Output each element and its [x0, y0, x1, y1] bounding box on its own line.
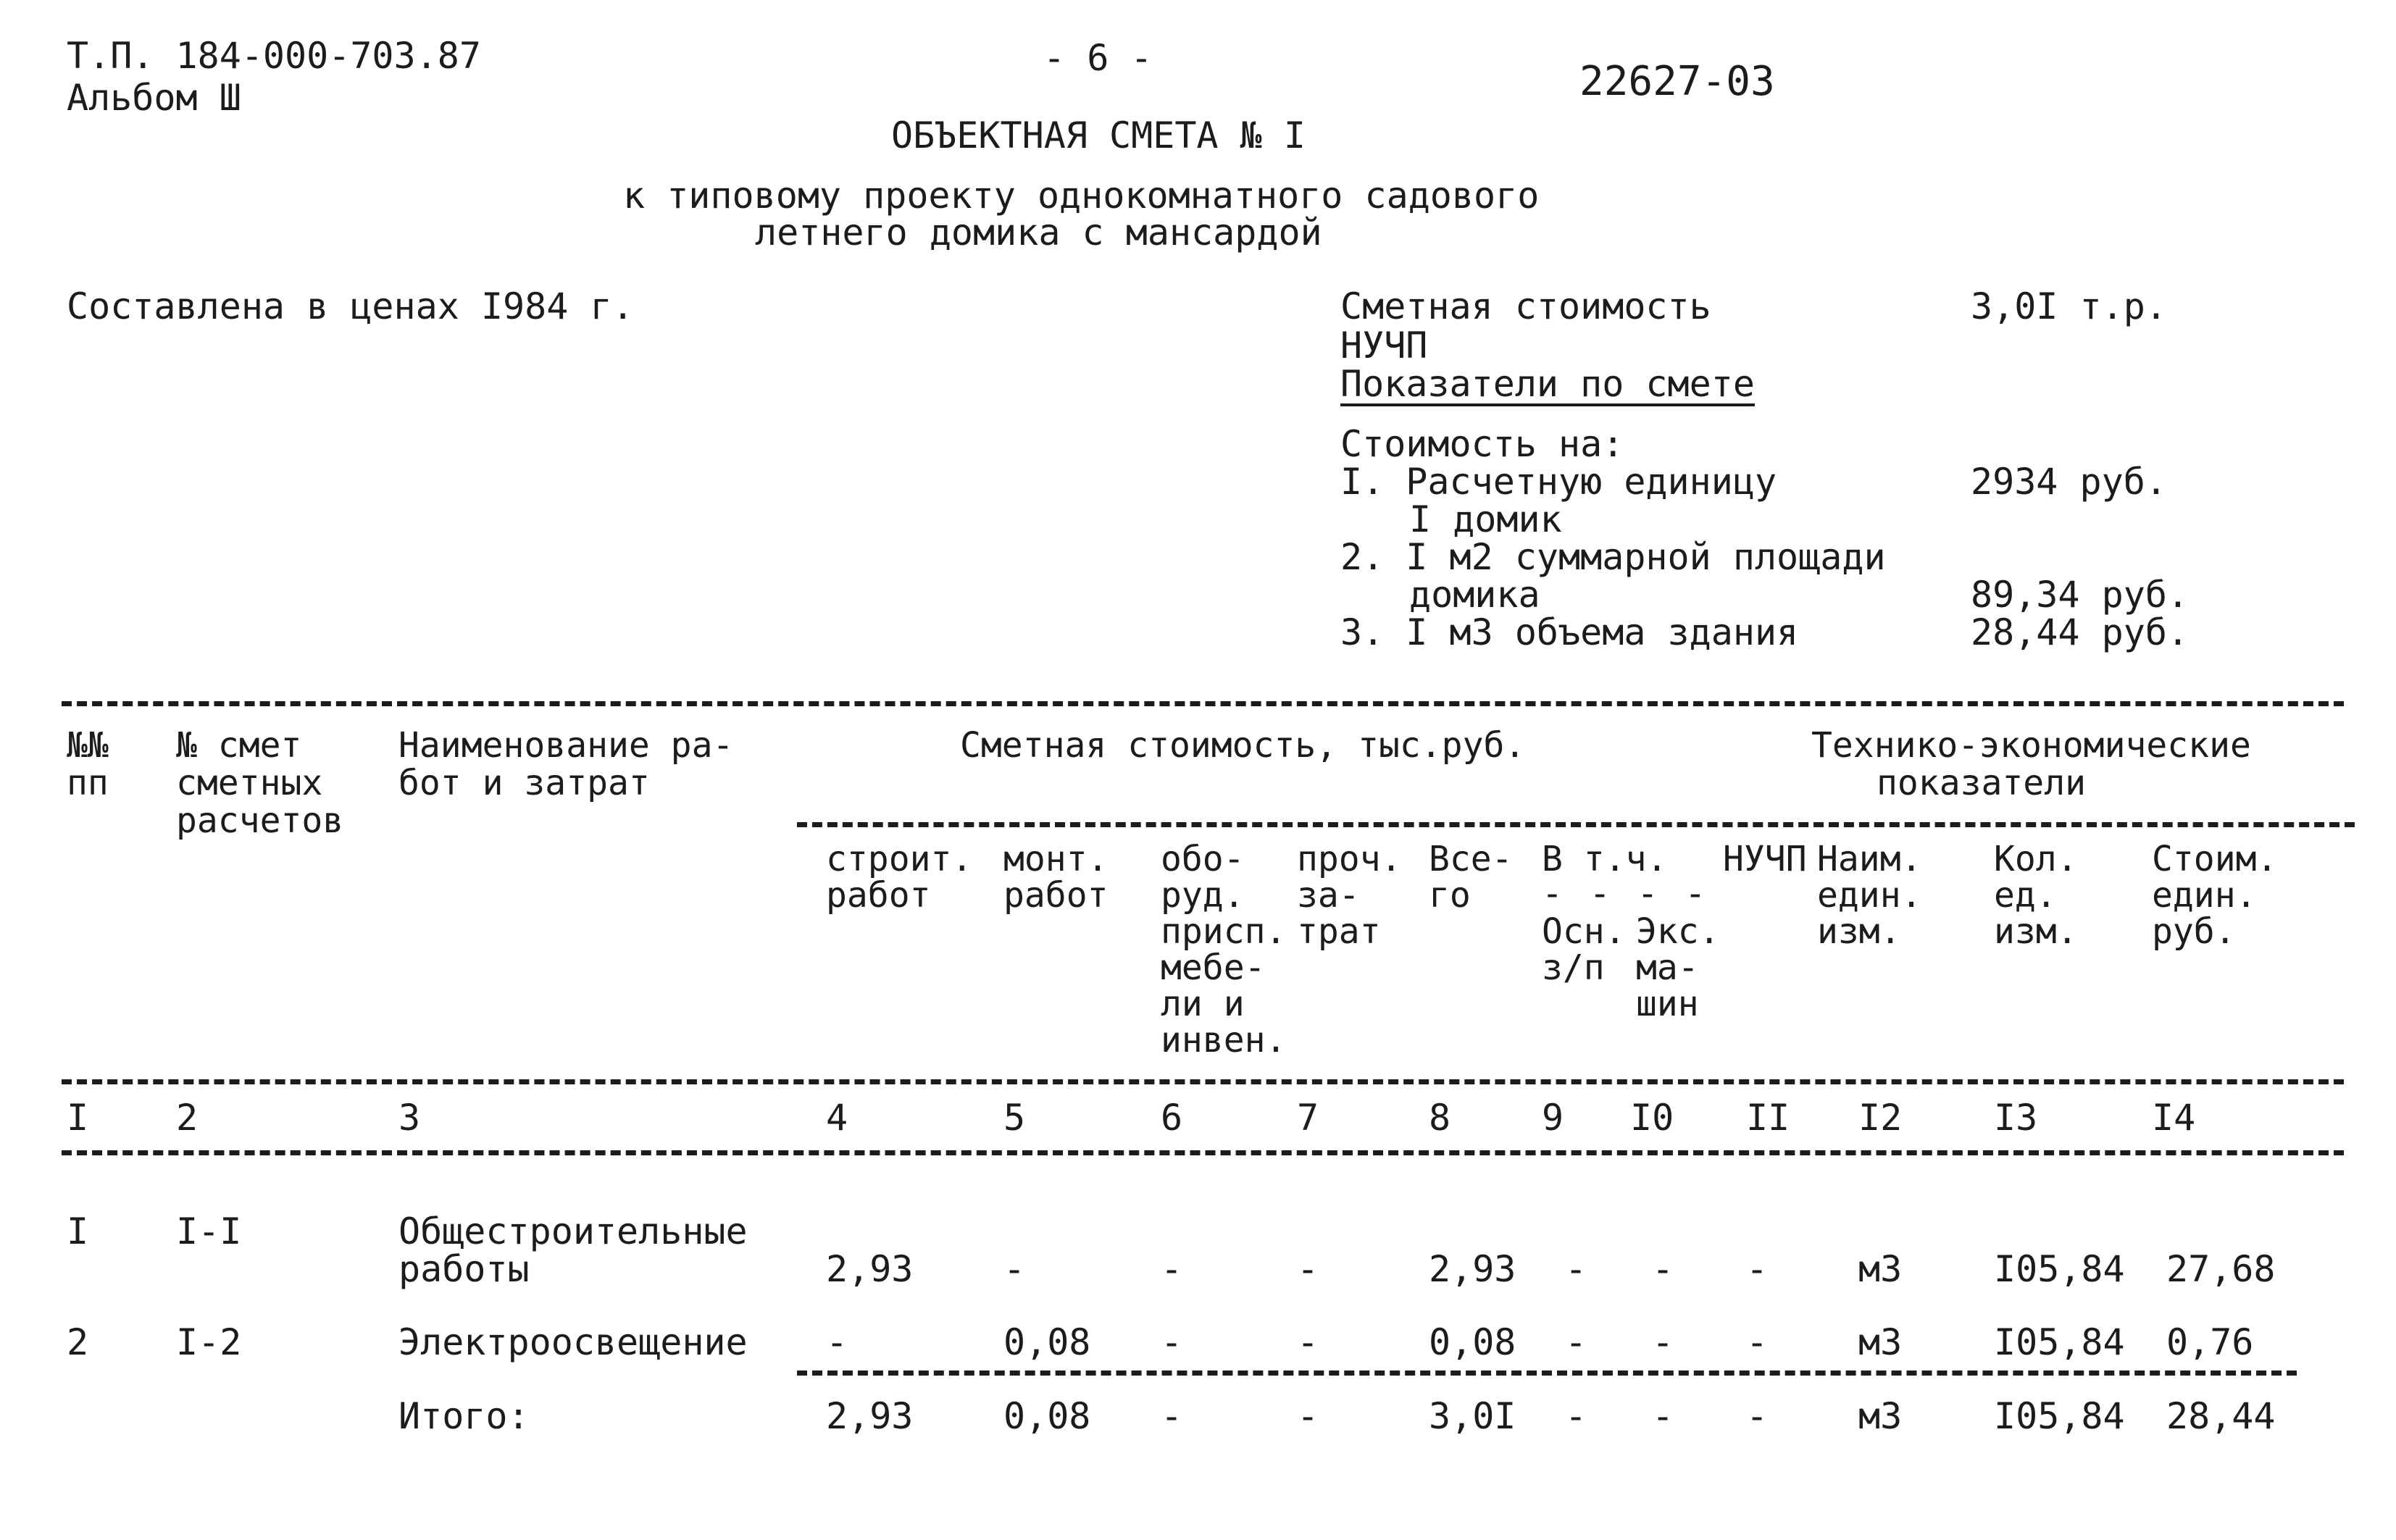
- col7-header-3: трат: [1297, 911, 1381, 952]
- total-equipment-cost: -: [1161, 1395, 1183, 1437]
- nuchp-label: НУЧП: [1340, 325, 1428, 367]
- indicator-3-line-1: 3. I м3 объема здания: [1340, 611, 1799, 653]
- row-nuchp: -: [1746, 1248, 1769, 1290]
- col-no-header: №№: [67, 725, 109, 766]
- page-number: - 6 -: [1043, 37, 1153, 79]
- cost-for-label: Стоимость на:: [1340, 423, 1624, 465]
- col13-header-2: ед.: [1994, 875, 2057, 916]
- album-label: Альбом Ш: [67, 77, 241, 119]
- col6-header-3: присп.: [1161, 911, 1287, 952]
- row-number: 2: [67, 1321, 89, 1363]
- document-code: Т.П. 184-000-703.87: [67, 35, 481, 77]
- col-estimate-header: № смет: [176, 725, 302, 766]
- col-number: 7: [1297, 1097, 1319, 1139]
- row-machine-operation: -: [1652, 1248, 1674, 1290]
- total-unit-cost: 28,44: [2166, 1395, 2276, 1437]
- indicator-1-line-1: I. Расчетную единицу: [1340, 461, 1777, 503]
- col-no-header-2: пп: [67, 763, 109, 803]
- numbers-bottom-rule: [62, 1150, 2344, 1155]
- tech-group-header-2: показатели: [1877, 763, 2086, 803]
- col-number: 5: [1003, 1097, 1026, 1139]
- indicator-3-value: 28,44 руб.: [1971, 611, 2190, 653]
- row-quantity: I05,84: [1994, 1248, 2125, 1290]
- row-estimate-number: I-2: [176, 1321, 242, 1363]
- row-other-cost: -: [1297, 1321, 1319, 1363]
- tech-group-header: Технико-экономические: [1811, 725, 2251, 766]
- total-unit-name: м3: [1858, 1395, 1903, 1437]
- col14-header: Стоим.: [2152, 839, 2278, 879]
- row-total-cost: 0,08: [1429, 1321, 1516, 1363]
- subtitle-line-1: к типовому проекту однокомнатного садового: [623, 175, 1540, 217]
- col-estimate-header-2: сметных: [176, 763, 323, 803]
- total-cost: 3,0I: [1429, 1395, 1516, 1437]
- registry-number: 22627-03: [1579, 58, 1775, 105]
- indicator-2-value: 89,34 руб.: [1971, 574, 2190, 616]
- header-bottom-rule: [62, 1079, 2344, 1084]
- col6-header-4: мебе-: [1161, 947, 1266, 988]
- col12-header-2: един.: [1817, 875, 1922, 916]
- row-base-wages: -: [1565, 1321, 1587, 1363]
- indicator-2-line-2: домика: [1409, 574, 1540, 616]
- row-unit-cost: 27,68: [2166, 1248, 2276, 1290]
- col-number: 4: [826, 1097, 848, 1139]
- row-equipment-cost: -: [1161, 1321, 1183, 1363]
- row-name: Электроосвещение: [398, 1321, 748, 1363]
- col-number: I0: [1630, 1097, 1674, 1139]
- col4-header-2: работ: [826, 875, 931, 916]
- row-construction-cost: 2,93: [826, 1248, 914, 1290]
- col-number: I2: [1858, 1097, 1903, 1139]
- col13-header: Кол.: [1994, 839, 2078, 879]
- col10-header: Экс.: [1636, 911, 1720, 952]
- row-unit-cost: 0,76: [2166, 1321, 2254, 1363]
- col6-header: обо-: [1161, 839, 1245, 879]
- table-top-rule: [62, 701, 2344, 706]
- row-unit-name: м3: [1858, 1321, 1903, 1363]
- row-construction-cost: -: [826, 1321, 848, 1363]
- row-name-line-2: работы: [398, 1248, 530, 1290]
- total-assembly-cost: 0,08: [1003, 1395, 1091, 1437]
- cost-group-rule: [797, 822, 2355, 827]
- document-title: ОБЪЕКТНАЯ СМЕТА № I: [891, 114, 1306, 156]
- col-name-header-2: бот и затрат: [398, 763, 650, 803]
- col-estimate-header-3: расчетов: [176, 800, 344, 841]
- col5-header: монт.: [1003, 839, 1109, 879]
- col4-header: строит.: [826, 839, 973, 879]
- row-total-cost: 2,93: [1429, 1248, 1516, 1290]
- col7-header: проч.: [1297, 839, 1402, 879]
- col13-header-3: изм.: [1994, 911, 2078, 952]
- row-assembly-cost: -: [1003, 1248, 1026, 1290]
- row-name: Общестроительные: [398, 1210, 748, 1252]
- row-unit-name: м3: [1858, 1248, 1903, 1290]
- total-other-cost: -: [1297, 1395, 1319, 1437]
- subtitle-line-2: летнего домика с мансардой: [755, 212, 1322, 254]
- row-assembly-cost: 0,08: [1003, 1321, 1091, 1363]
- col-name-header: Наименование ра-: [398, 725, 734, 766]
- total-base-wages: -: [1565, 1395, 1587, 1437]
- col-number: II: [1746, 1097, 1790, 1139]
- indicators-heading: Показатели по смете: [1340, 363, 1755, 405]
- row-machine-operation: -: [1652, 1321, 1674, 1363]
- col-number: I3: [1994, 1097, 2038, 1139]
- col5-header-2: работ: [1003, 875, 1109, 916]
- col9-10-divider: - - - -: [1542, 874, 1709, 914]
- col12-header: Наим.: [1817, 839, 1922, 879]
- col8-header: Все-: [1429, 839, 1513, 879]
- col7-header-2: за-: [1297, 875, 1360, 916]
- row-nuchp: -: [1746, 1321, 1769, 1363]
- col6-header-6: инвен.: [1161, 1020, 1287, 1060]
- estimated-cost-value: 3,0I т.р.: [1971, 285, 2167, 327]
- row-equipment-cost: -: [1161, 1248, 1183, 1290]
- col14-header-3: руб.: [2152, 911, 2236, 952]
- col9-header: Осн.: [1542, 911, 1626, 952]
- col-number: 6: [1161, 1097, 1183, 1139]
- total-nuchp: -: [1746, 1395, 1769, 1437]
- indicator-1-line-2: I домик: [1409, 498, 1562, 540]
- total-machine-operation: -: [1652, 1395, 1674, 1437]
- col-number: 2: [176, 1097, 199, 1139]
- total-label: Итого:: [398, 1395, 530, 1437]
- col6-header-5: ли и: [1161, 984, 1245, 1024]
- row-quantity: I05,84: [1994, 1321, 2125, 1363]
- total-quantity: I05,84: [1994, 1395, 2125, 1437]
- col9-header-2: з/п: [1542, 947, 1605, 988]
- cost-group-header: Сметная стоимость, тыс.руб.: [960, 725, 1526, 766]
- col11-header: НУЧП: [1723, 839, 1807, 879]
- estimated-cost-label: Сметная стоимость: [1340, 285, 1711, 327]
- indicator-1-value: 2934 руб.: [1971, 461, 2167, 503]
- total-construction-cost: 2,93: [826, 1395, 914, 1437]
- row-base-wages: -: [1565, 1248, 1587, 1290]
- total-rule: [797, 1370, 2297, 1376]
- indicator-2-line-1: 2. I м2 суммарной площади: [1340, 536, 1886, 578]
- col14-header-2: един.: [2152, 875, 2257, 916]
- col10-header-3: шин: [1636, 984, 1699, 1024]
- col12-header-3: изм.: [1817, 911, 1901, 952]
- col-number: 8: [1429, 1097, 1451, 1139]
- col-number: I4: [2152, 1097, 2196, 1139]
- col-number: I: [67, 1097, 89, 1139]
- col-number: 9: [1542, 1097, 1564, 1139]
- col9-10-group-header: В т.ч.: [1542, 839, 1668, 879]
- col6-header-2: руд.: [1161, 875, 1245, 916]
- col8-header-2: го: [1429, 875, 1471, 916]
- row-number: I: [67, 1210, 89, 1252]
- row-estimate-number: I-I: [176, 1210, 242, 1252]
- row-other-cost: -: [1297, 1248, 1319, 1290]
- col-number: 3: [398, 1097, 421, 1139]
- prices-note: Составлена в ценах I984 г.: [67, 285, 634, 327]
- col10-header-2: ма-: [1636, 947, 1699, 988]
